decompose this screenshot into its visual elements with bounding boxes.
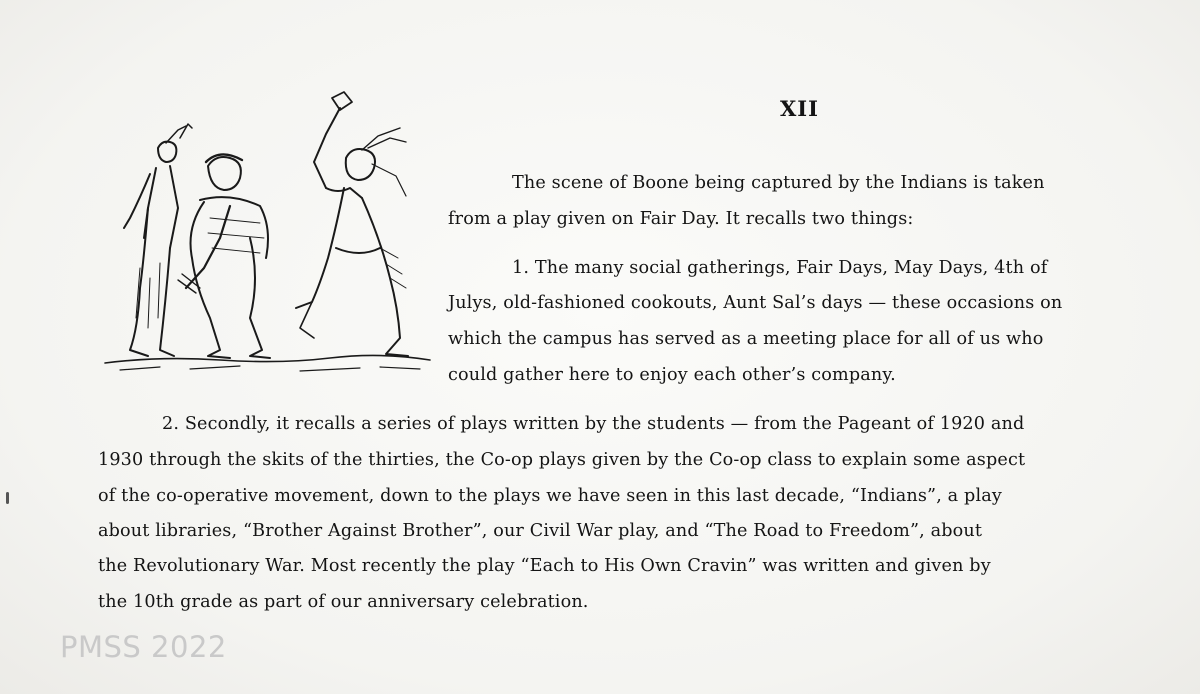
boone-capture-illustration <box>100 88 445 388</box>
item-1-line-2: Julys, old-fashioned cookouts, Aunt Sal’s days — these occasions on <box>448 293 1063 313</box>
paragraph-1-line-2: from a play given on Fair Day. It recalls two things: <box>448 209 914 229</box>
item-2-line-4: about libraries, “Brother Against Brother”, our Civil War play, and “The Road to Freedom”, about <box>98 521 983 541</box>
item-1-line-1: 1. The many social gatherings, Fair Days, May Days, 4th of <box>512 258 1048 278</box>
item-1-line-4: could gather here to enjoy each other’s company. <box>448 365 896 385</box>
item-2-line-6: the 10th grade as part of our anniversary celebration. <box>98 592 589 612</box>
chapter-heading: XII <box>780 96 819 121</box>
scan-margin-mark <box>6 492 9 504</box>
item-2-line-2: 1930 through the skits of the thirties, the Co-op plays given by the Co-op class to explain some aspect <box>98 450 1026 470</box>
item-2-line-3: of the co-operative movement, down to the plays we have seen in this last decade, “Indians”, a play <box>98 486 1002 506</box>
watermark: PMSS 2022 <box>60 630 227 664</box>
item-2-line-5: the Revolutionary War. Most recently the play “Each to His Own Cravin” was written and given by <box>98 556 991 576</box>
item-1-line-3: which the campus has served as a meeting place for all of us who <box>448 329 1044 349</box>
item-2-line-1: 2. Secondly, it recalls a series of plays written by the students — from the Pageant of 1920 and <box>162 414 1025 434</box>
paragraph-1-line-1: The scene of Boone being captured by the Indians is taken <box>512 173 1045 193</box>
